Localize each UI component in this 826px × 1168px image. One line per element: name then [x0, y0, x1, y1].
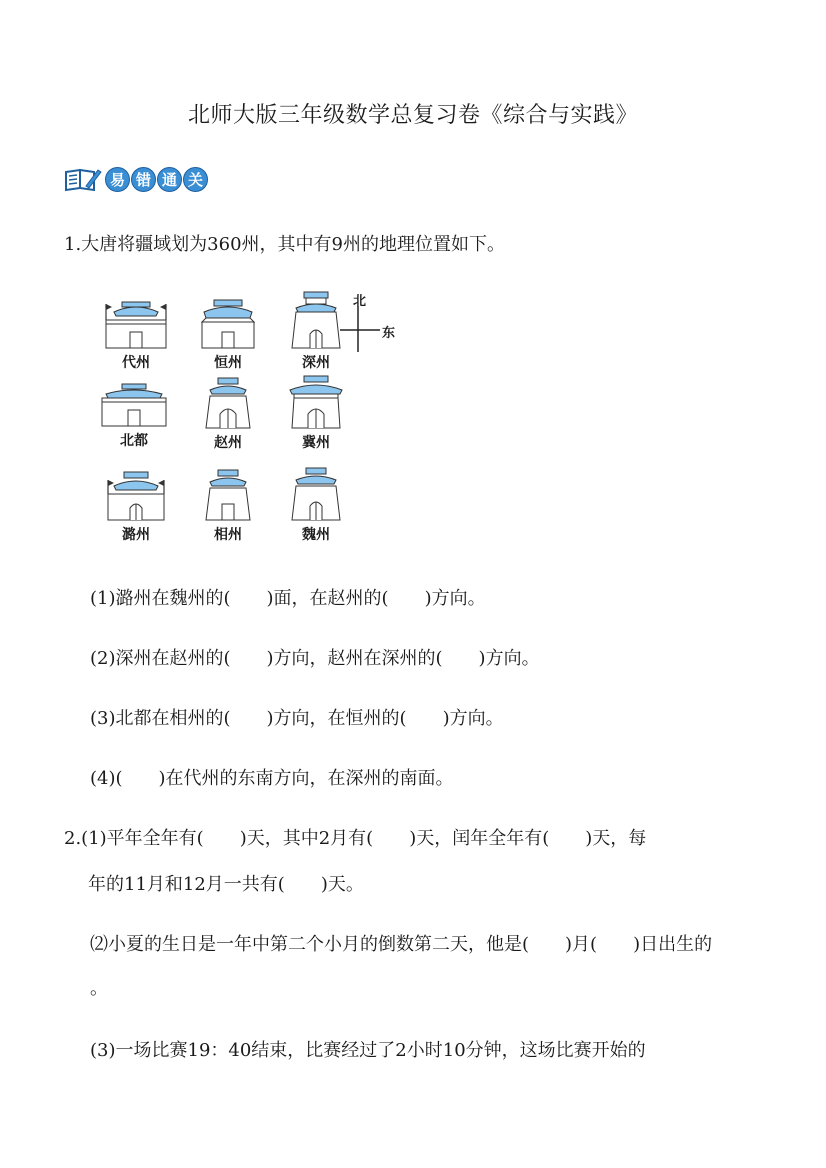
question-1-sub-4: (4)( )在代州的东南方向，在深州的南面。 [90, 768, 454, 789]
question-2-line-4: 。 [90, 978, 108, 999]
question-2-line-1: 2.(1)平年全年有( )天，其中2月有( )天，闰年全年有( )天，每 [64, 828, 647, 849]
city-jizhou [276, 374, 356, 452]
section-char: 通 [157, 167, 182, 192]
palace-gate-icon [192, 294, 264, 350]
book-pencil-icon [64, 166, 102, 192]
question-1-sub-3: (3)北都在相州的( )方向，在恒州的( )方向。 [90, 708, 504, 729]
section-char: 错 [131, 167, 156, 192]
city-label: 代州 [122, 355, 150, 371]
question-1-sub-1: (1)潞州在魏州的( )面，在赵州的( )方向。 [90, 588, 486, 609]
page-title: 北师大版三年级数学总复习卷《综合与实践》 [187, 103, 638, 128]
city-label: 相州 [214, 527, 242, 543]
compass-north-label: 北 [353, 294, 367, 309]
city-xiangzhou [188, 466, 268, 544]
city-label: 恒州 [214, 355, 242, 371]
city-hengzhou [188, 294, 268, 372]
city-beidu [94, 380, 174, 450]
compass [336, 290, 402, 352]
city-label: 潞州 [122, 527, 150, 543]
palace-arch-icon [280, 374, 352, 430]
tower-arch-icon [192, 374, 264, 430]
city-zhaozhou [188, 374, 268, 452]
wall-gate-icon [96, 380, 172, 428]
city-weizhou [276, 466, 356, 544]
question-2-line-2: 年的11月和12月一共有( )天。 [88, 874, 364, 895]
city-label: 赵州 [214, 435, 242, 451]
compass-cross-icon [336, 290, 402, 352]
tower-arch-icon [280, 466, 352, 522]
section-char: 关 [183, 167, 208, 192]
city-label: 深州 [302, 355, 330, 371]
city-label: 北都 [120, 433, 148, 449]
city-luzhou [96, 466, 176, 544]
question-1-stem: 1.大唐将疆域划为360州，其中有9州的地理位置如下。 [64, 234, 505, 255]
section-header [64, 165, 209, 193]
palace-flags-icon [100, 294, 172, 350]
city-label: 魏州 [302, 527, 330, 543]
city-label: 冀州 [302, 435, 330, 451]
compass-east-label: 东 [382, 326, 396, 341]
tower-gate-icon [192, 466, 264, 522]
section-char: 易 [105, 167, 130, 192]
question-2-line-5: (3)一场比赛19：40结束，比赛经过了2小时10分钟，这场比赛开始的 [90, 1040, 646, 1061]
question-2-line-3: ⑵小夏的生日是一年中第二个小月的倒数第二天，他是( )月( )日出生的 [90, 934, 713, 955]
question-1-sub-2: (2)深州在赵州的( )方向，赵州在深州的( )方向。 [90, 648, 540, 669]
city-daizhou [96, 294, 176, 372]
palace-flags-arch-icon [100, 466, 172, 522]
